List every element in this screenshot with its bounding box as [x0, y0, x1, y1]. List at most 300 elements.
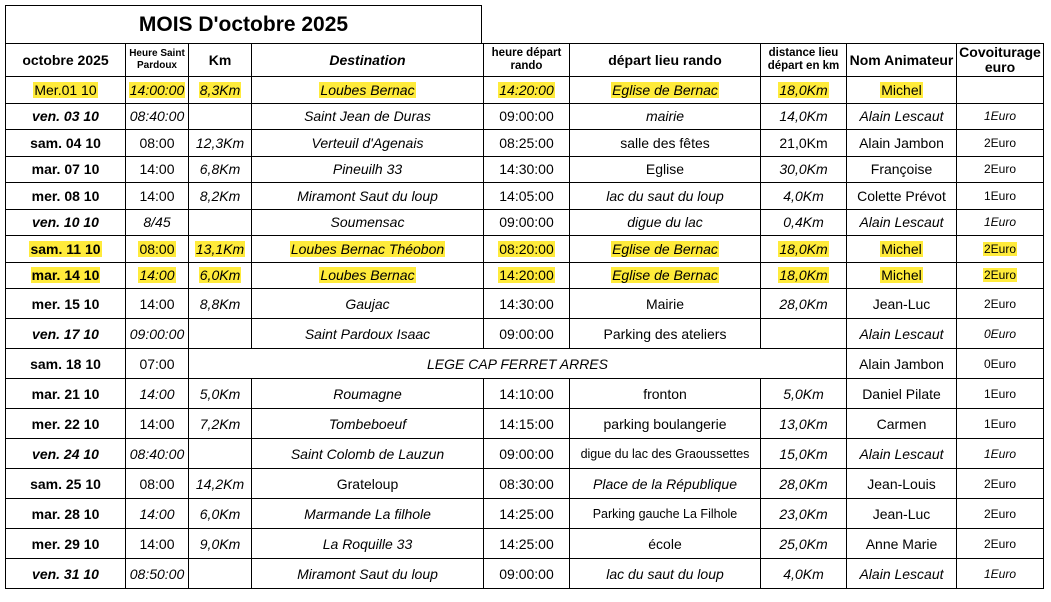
- cell-text: sam. 25 10: [30, 475, 101, 492]
- cell-heure-depart: [484, 156, 570, 183]
- cell-heure: [126, 379, 189, 409]
- cell-text: 13,1Km: [195, 240, 245, 257]
- cell-text: 8/45: [143, 214, 171, 231]
- cell-text: 14:00:00: [129, 81, 185, 98]
- cell-text: Jean-Luc: [872, 295, 931, 312]
- cell-km: [189, 156, 252, 183]
- cell-destination: [252, 319, 484, 349]
- table-row: [6, 499, 1044, 529]
- cell-destination: [252, 156, 484, 183]
- cell-heure: [126, 209, 189, 236]
- cell-text: Jean-Louis: [867, 475, 936, 492]
- cell-lieu: [570, 262, 761, 289]
- cell-date: [6, 379, 126, 409]
- cell-text: Loubes Bernac: [320, 267, 415, 284]
- cell-heure: [126, 349, 189, 379]
- cell-text: digue du lac: [627, 214, 703, 231]
- cell-distance: [761, 529, 847, 559]
- cell-text: 2Euro: [983, 296, 1017, 311]
- cell-text: 14,0Km: [779, 108, 828, 125]
- cell-animateur: [847, 529, 957, 559]
- table-row: [6, 379, 1044, 409]
- cell-text: mar. 21 10: [31, 385, 100, 402]
- cell-lieu: [570, 499, 761, 529]
- cell-cov: [957, 379, 1044, 409]
- cell-date: [6, 289, 126, 319]
- cell-heure-depart: [484, 183, 570, 210]
- cell-distance: [761, 156, 847, 183]
- cell-destination: [252, 130, 484, 157]
- cell-text: 30,0Km: [779, 161, 828, 178]
- cell-text: 6,8Km: [199, 161, 241, 178]
- cell-heure-depart: [484, 439, 570, 469]
- header-heure-depart: heure départ rando: [484, 44, 570, 77]
- cell-destination: [252, 262, 484, 289]
- cell-heure: [126, 289, 189, 319]
- cell-text: Jean-Luc: [872, 505, 931, 522]
- cell-km: [189, 289, 252, 319]
- cell-cov: [957, 469, 1044, 499]
- cell-text: 13,0Km: [779, 415, 828, 432]
- cell-text: ven. 03 10: [32, 108, 99, 125]
- cell-distance: [761, 559, 847, 589]
- cell-date: [6, 262, 126, 289]
- cell-text: Loubes Bernac Théobon: [290, 240, 445, 257]
- cell-text: Marmande La filhole: [304, 505, 431, 522]
- cell-text: Michel: [881, 267, 922, 284]
- cell-animateur: [847, 183, 957, 210]
- cell-text: Alain Lescaut: [859, 214, 944, 231]
- cell-text: 14:00: [139, 385, 175, 402]
- cell-text: mar. 14 10: [31, 267, 100, 284]
- cell-heure-depart: [484, 77, 570, 104]
- header-covoiturage: Covoiturage euro: [957, 44, 1044, 77]
- cell-heure: [126, 529, 189, 559]
- cell-text: 08:25:00: [499, 134, 554, 151]
- cell-text: 15,0Km: [779, 445, 828, 462]
- cell-date: [6, 183, 126, 210]
- cell-cov: [957, 319, 1044, 349]
- cell-text: 1Euro: [983, 566, 1017, 581]
- cell-text: mer. 08 10: [31, 187, 100, 204]
- cell-text: Eglise de Bernac: [612, 267, 718, 284]
- cell-distance: [761, 209, 847, 236]
- cell-heure-depart: [484, 409, 570, 439]
- cell-date: [6, 103, 126, 130]
- cell-cov: [957, 209, 1044, 236]
- table-row: [6, 319, 1044, 349]
- cell-heure-depart: [484, 130, 570, 157]
- cell-text: 09:00:00: [129, 325, 185, 342]
- cell-cov: [957, 529, 1044, 559]
- cell-text: Alain Jambon: [859, 355, 944, 372]
- cell-date: [6, 499, 126, 529]
- cell-text: 14:20:00: [499, 81, 554, 98]
- cell-text: 14:05:00: [499, 187, 554, 204]
- cell-cov: [957, 439, 1044, 469]
- cell-heure: [126, 499, 189, 529]
- cell-km: [189, 409, 252, 439]
- cell-destination: [252, 409, 484, 439]
- header-row: [6, 44, 1044, 77]
- cell-text: Alain Jambon: [859, 134, 944, 151]
- cell-destination: [252, 439, 484, 469]
- cell-text: 08:20:00: [499, 240, 554, 257]
- cell-km: [189, 559, 252, 589]
- cell-km: [189, 103, 252, 130]
- cell-text: 23,0Km: [779, 505, 828, 522]
- cell-distance: [761, 236, 847, 263]
- cell-text: 08:40:00: [129, 108, 185, 125]
- cell-animateur: [847, 77, 957, 104]
- cell-text: ven. 10 10: [32, 214, 99, 231]
- cell-heure-depart: [484, 559, 570, 589]
- schedule-sheet: [5, 5, 1043, 589]
- cell-heure: [126, 183, 189, 210]
- cell-destination: [252, 77, 484, 104]
- cell-text: 6,0Km: [199, 267, 241, 284]
- cell-date: [6, 409, 126, 439]
- cell-cov: [957, 499, 1044, 529]
- cell-animateur: [847, 289, 957, 319]
- cell-distance: [761, 103, 847, 130]
- cell-text: mar. 07 10: [31, 161, 100, 178]
- cell-heure-depart: [484, 209, 570, 236]
- cell-heure: [126, 156, 189, 183]
- cell-text: 14:30:00: [499, 161, 554, 178]
- cell-text: 09:00:00: [499, 325, 554, 342]
- cell-km: [189, 469, 252, 499]
- header-animateur: Nom Animateur: [847, 44, 957, 77]
- table-row: [6, 559, 1044, 589]
- cell-date: [6, 469, 126, 499]
- cell-km: [189, 209, 252, 236]
- cell-text: Carmen: [876, 415, 927, 432]
- cell-text: 14:00: [139, 267, 175, 284]
- cell-text: mer. 22 10: [31, 415, 100, 432]
- cell-text: parking boulangerie: [603, 415, 727, 432]
- cell-text: Grateloup: [336, 475, 399, 492]
- cell-date: [6, 529, 126, 559]
- header-date: octobre 2025: [6, 44, 126, 77]
- cell-date: [6, 559, 126, 589]
- cell-text: 18,0Km: [779, 81, 828, 98]
- cell-text: 4,0Km: [783, 187, 824, 204]
- cell-date: [6, 319, 126, 349]
- cell-heure-depart: [484, 499, 570, 529]
- cell-text: 18,0Km: [779, 267, 828, 284]
- cell-text: digue du lac des Graoussettes: [580, 446, 750, 461]
- cell-animateur: [847, 559, 957, 589]
- cell-text: 0,4Km: [783, 214, 824, 231]
- cell-text: 21,0Km: [779, 134, 828, 151]
- table-row: [6, 529, 1044, 559]
- cell-text: Roumagne: [333, 385, 402, 402]
- cell-cov: [957, 236, 1044, 263]
- cell-heure: [126, 469, 189, 499]
- cell-text: 08:00: [139, 475, 175, 492]
- cell-destination: [252, 559, 484, 589]
- title-row: [5, 5, 1043, 43]
- cell-destination: [252, 183, 484, 210]
- cell-lieu: [570, 319, 761, 349]
- cell-km: [189, 236, 252, 263]
- cell-lieu: [570, 409, 761, 439]
- cell-text: 5,0Km: [199, 385, 241, 402]
- cell-text: Place de la République: [593, 475, 737, 492]
- cell-merged: [189, 349, 847, 379]
- cell-heure: [126, 262, 189, 289]
- cell-text: Eglise: [645, 161, 685, 178]
- cell-destination: [252, 236, 484, 263]
- cell-text: Pineuilh 33: [332, 161, 403, 178]
- cell-text: 6,0Km: [199, 505, 241, 522]
- table-row: [6, 236, 1044, 263]
- cell-text: Françoise: [870, 161, 933, 178]
- table-row: [6, 439, 1044, 469]
- cell-text: Mairie: [645, 295, 685, 312]
- cell-cov: [957, 183, 1044, 210]
- cell-heure: [126, 130, 189, 157]
- cell-heure-depart: [484, 262, 570, 289]
- cell-heure-depart: [484, 469, 570, 499]
- cell-text: 2Euro: [983, 268, 1017, 283]
- cell-text: 08:00: [139, 134, 175, 151]
- cell-text: fronton: [643, 385, 687, 402]
- cell-text: 08:40:00: [129, 445, 185, 462]
- table-row: [6, 156, 1044, 183]
- cell-cov: [957, 409, 1044, 439]
- cell-heure-depart: [484, 379, 570, 409]
- cell-animateur: [847, 439, 957, 469]
- cell-text: 1Euro: [983, 446, 1017, 461]
- cell-animateur: [847, 236, 957, 263]
- cell-text: 2Euro: [983, 476, 1017, 491]
- cell-text: Alain Lescaut: [859, 445, 944, 462]
- cell-distance: [761, 379, 847, 409]
- cell-km: [189, 499, 252, 529]
- cell-heure-depart: [484, 529, 570, 559]
- cell-distance: [761, 469, 847, 499]
- cell-distance: [761, 77, 847, 104]
- cell-heure: [126, 409, 189, 439]
- cell-heure: [126, 439, 189, 469]
- cell-animateur: [847, 262, 957, 289]
- cell-text: Mer.01 10: [34, 81, 97, 98]
- cell-date: [6, 236, 126, 263]
- cell-text: 0Euro: [983, 356, 1017, 371]
- cell-text: lac du saut du loup: [606, 187, 724, 204]
- cell-distance: [761, 262, 847, 289]
- cell-text: 09:00:00: [499, 445, 554, 462]
- cell-distance: [761, 499, 847, 529]
- cell-text: Alain Lescaut: [859, 565, 944, 582]
- cell-text: Daniel Pilate: [862, 385, 941, 402]
- cell-cov: [957, 130, 1044, 157]
- cell-heure: [126, 319, 189, 349]
- cell-lieu: [570, 156, 761, 183]
- cell-date: [6, 439, 126, 469]
- cell-lieu: [570, 236, 761, 263]
- cell-heure: [126, 559, 189, 589]
- table-row: [6, 349, 1044, 379]
- cell-text: Parking des ateliers: [603, 325, 727, 342]
- header-destination: Destination: [252, 44, 484, 77]
- cell-text: ven. 31 10: [32, 565, 99, 582]
- cell-text: 14:00: [139, 535, 175, 552]
- cell-text: Michel: [881, 240, 922, 257]
- cell-text: mer. 29 10: [31, 535, 100, 552]
- cell-cov: [957, 103, 1044, 130]
- cell-heure: [126, 236, 189, 263]
- cell-destination: [252, 379, 484, 409]
- cell-text: 14:00: [139, 505, 175, 522]
- cell-cov: [957, 349, 1044, 379]
- cell-text: mairie: [645, 108, 685, 125]
- cell-text: 14:20:00: [499, 267, 554, 284]
- cell-heure-depart: [484, 319, 570, 349]
- cell-animateur: [847, 409, 957, 439]
- cell-destination: [252, 209, 484, 236]
- cell-km: [189, 319, 252, 349]
- cell-animateur: [847, 499, 957, 529]
- cell-cov: [957, 289, 1044, 319]
- cell-animateur: [847, 209, 957, 236]
- cell-lieu: [570, 77, 761, 104]
- cell-text: mar. 28 10: [31, 505, 100, 522]
- cell-text: Loubes Bernac: [320, 81, 415, 98]
- cell-distance: [761, 289, 847, 319]
- cell-distance: [761, 409, 847, 439]
- cell-text: 09:00:00: [499, 214, 554, 231]
- cell-date: [6, 349, 126, 379]
- cell-text: 0Euro: [983, 326, 1017, 341]
- cell-animateur: [847, 349, 957, 379]
- cell-text: Alain Lescaut: [859, 325, 944, 342]
- cell-lieu: [570, 559, 761, 589]
- cell-lieu: [570, 103, 761, 130]
- cell-km: [189, 183, 252, 210]
- cell-lieu: [570, 209, 761, 236]
- cell-text: salle des fêtes: [620, 134, 710, 151]
- cell-text: 09:00:00: [499, 565, 554, 582]
- cell-lieu: [570, 183, 761, 210]
- cell-date: [6, 156, 126, 183]
- cell-lieu: [570, 469, 761, 499]
- cell-km: [189, 529, 252, 559]
- cell-animateur: [847, 469, 957, 499]
- cell-text: 14:25:00: [499, 505, 554, 522]
- table-row: [6, 262, 1044, 289]
- cell-text: 2Euro: [983, 135, 1017, 150]
- cell-km: [189, 130, 252, 157]
- cell-destination: [252, 289, 484, 319]
- cell-text: école: [648, 535, 682, 552]
- cell-km: [189, 77, 252, 104]
- cell-km: [189, 262, 252, 289]
- cell-text: Michel: [881, 81, 922, 98]
- cell-text: 08:00: [139, 240, 175, 257]
- cell-lieu: [570, 439, 761, 469]
- cell-text: 4,0Km: [783, 565, 824, 582]
- cell-text: ven. 24 10: [32, 445, 99, 462]
- cell-text: 14,2Km: [195, 475, 245, 492]
- table-row: [6, 409, 1044, 439]
- header-heure-saint-pardoux: Heure Saint Pardoux: [126, 44, 189, 77]
- cell-text: Parking gauche La Filhole: [592, 506, 738, 521]
- cell-date: [6, 77, 126, 104]
- cell-animateur: [847, 103, 957, 130]
- cell-text: 14:10:00: [499, 385, 554, 402]
- cell-text: 18,0Km: [779, 240, 828, 257]
- cell-lieu: [570, 379, 761, 409]
- cell-text: 14:00: [139, 415, 175, 432]
- cell-distance: [761, 439, 847, 469]
- cell-lieu: [570, 289, 761, 319]
- cell-text: Saint Jean de Duras: [304, 108, 431, 125]
- cell-text: 14:00: [139, 187, 175, 204]
- cell-heure-depart: [484, 236, 570, 263]
- table-row: [6, 469, 1044, 499]
- cell-text: 1Euro: [983, 109, 1017, 124]
- cell-distance: [761, 319, 847, 349]
- cell-cov: [957, 262, 1044, 289]
- table-row: [6, 77, 1044, 104]
- cell-km: [189, 379, 252, 409]
- cell-distance: [761, 130, 847, 157]
- cell-text: 25,0Km: [779, 535, 828, 552]
- cell-text: 09:00:00: [499, 108, 554, 125]
- cell-animateur: [847, 130, 957, 157]
- cell-text: 14:30:00: [499, 295, 554, 312]
- cell-date: [6, 209, 126, 236]
- cell-text: Soumensac: [330, 214, 405, 231]
- cell-destination: [252, 499, 484, 529]
- header-distance: distance lieu départ en km: [761, 44, 847, 77]
- cell-text: sam. 18 10: [30, 355, 101, 372]
- cell-text: Saint Colomb de Lauzun: [290, 445, 445, 462]
- cell-distance: [761, 183, 847, 210]
- cell-text: 8,8Km: [199, 295, 241, 312]
- cell-text: 2Euro: [983, 506, 1017, 521]
- cell-text: Verteuil d'Agenais: [311, 134, 424, 151]
- cell-text: 14:00: [139, 295, 175, 312]
- cell-text: 07:00: [139, 355, 175, 372]
- cell-text: 08:30:00: [499, 475, 554, 492]
- cell-text: La Roquille 33: [322, 535, 413, 552]
- cell-text: 1Euro: [983, 215, 1017, 230]
- cell-text: 2Euro: [983, 241, 1017, 256]
- cell-text: 28,0Km: [779, 475, 828, 492]
- cell-date: [6, 130, 126, 157]
- cell-text: 14:25:00: [499, 535, 554, 552]
- cell-text: 1Euro: [983, 386, 1017, 401]
- header-km: Km: [189, 44, 252, 77]
- cell-text: sam. 11 10: [30, 240, 101, 257]
- cell-heure-depart: [484, 289, 570, 319]
- cell-text: Eglise de Bernac: [612, 240, 718, 257]
- page-title: MOIS D'octobre 2025: [5, 5, 482, 43]
- table-row: [6, 183, 1044, 210]
- cell-text: 9,0Km: [199, 535, 241, 552]
- cell-text: Saint Pardoux Isaac: [304, 325, 431, 342]
- cell-animateur: [847, 379, 957, 409]
- cell-text: Tombeboeuf: [328, 415, 407, 432]
- cell-heure: [126, 77, 189, 104]
- table-body: [6, 77, 1044, 589]
- table-row: [6, 103, 1044, 130]
- cell-text: 14:00: [139, 161, 175, 178]
